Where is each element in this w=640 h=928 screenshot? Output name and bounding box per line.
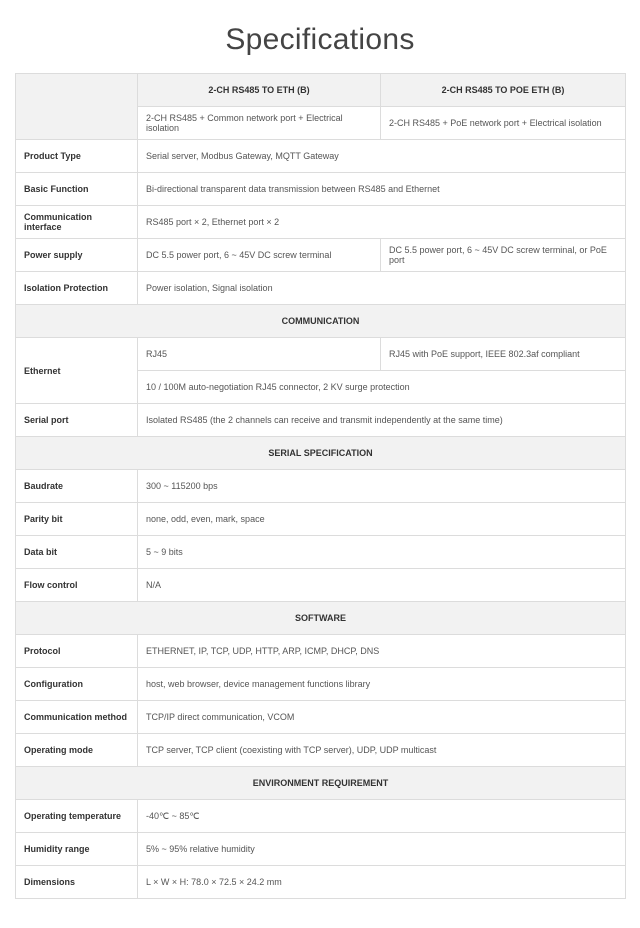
row-label: Communication method bbox=[16, 701, 138, 734]
row-value-poe-eth: RJ45 with PoE support, IEEE 802.3af compliant bbox=[381, 338, 626, 371]
row-value: 5 ~ 9 bits bbox=[138, 536, 626, 569]
row-value: TCP server, TCP client (coexisting with TCP server), UDP, UDP multicast bbox=[138, 734, 626, 767]
page-title: Specifications bbox=[225, 23, 415, 56]
row-value-poe-eth: DC 5.5 power port, 6 ~ 45V DC screw terminal, or PoE port bbox=[381, 239, 626, 272]
column-header-poe-eth: 2-CH RS485 TO POE ETH (B) bbox=[381, 74, 626, 107]
row-label: Humidity range bbox=[16, 833, 138, 866]
row-value: Bi-directional transparent data transmission between RS485 and Ethernet bbox=[138, 173, 626, 206]
row-label: Data bit bbox=[16, 536, 138, 569]
row-label: Dimensions bbox=[16, 866, 138, 899]
row-value-eth: RJ45 bbox=[138, 338, 381, 371]
section-heading-environment: ENVIRONMENT REQUIREMENT bbox=[16, 767, 626, 800]
row-value: TCP/IP direct communication, VCOM bbox=[138, 701, 626, 734]
row-label: Product Type bbox=[16, 140, 138, 173]
row-value: Serial server, Modbus Gateway, MQTT Gateway bbox=[138, 140, 626, 173]
row-label: Communication interface bbox=[16, 206, 138, 239]
row-value: 300 ~ 115200 bps bbox=[138, 470, 626, 503]
row-value: N/A bbox=[138, 569, 626, 602]
row-label: Baudrate bbox=[16, 470, 138, 503]
row-value: Isolated RS485 (the 2 channels can receive and transmit independently at the same time) bbox=[138, 404, 626, 437]
row-label: Protocol bbox=[16, 635, 138, 668]
row-label: Isolation Protection bbox=[16, 272, 138, 305]
row-label: Operating temperature bbox=[16, 800, 138, 833]
column-header-eth: 2-CH RS485 TO ETH (B) bbox=[138, 74, 381, 107]
row-label: Operating mode bbox=[16, 734, 138, 767]
row-label: Parity bit bbox=[16, 503, 138, 536]
row-label: Ethernet bbox=[16, 338, 138, 404]
subhead-eth: 2-CH RS485 + Common network port + Electrical isolation bbox=[138, 107, 381, 140]
row-value: RS485 port × 2, Ethernet port × 2 bbox=[138, 206, 626, 239]
spec-table bbox=[15, 73, 626, 899]
section-heading-software: SOFTWARE bbox=[16, 602, 626, 635]
section-heading-serial: SERIAL SPECIFICATION bbox=[16, 437, 626, 470]
row-value-eth: DC 5.5 power port, 6 ~ 45V DC screw terminal bbox=[138, 239, 381, 272]
row-value: 5% ~ 95% relative humidity bbox=[138, 833, 626, 866]
row-label: Power supply bbox=[16, 239, 138, 272]
row-value: Power isolation, Signal isolation bbox=[138, 272, 626, 305]
row-value: 10 / 100M auto-negotiation RJ45 connector, 2 KV surge protection bbox=[138, 371, 626, 404]
row-label: Serial port bbox=[16, 404, 138, 437]
row-value: -40℃ ~ 85℃ bbox=[138, 800, 626, 833]
subhead-poe-eth: 2-CH RS485 + PoE network port + Electrical isolation bbox=[381, 107, 626, 140]
row-label: Basic Function bbox=[16, 173, 138, 206]
row-label: Flow control bbox=[16, 569, 138, 602]
row-value: L × W × H: 78.0 × 72.5 × 24.2 mm bbox=[138, 866, 626, 899]
row-value: host, web browser, device management functions library bbox=[138, 668, 626, 701]
row-value: none, odd, even, mark, space bbox=[138, 503, 626, 536]
section-heading-communication: COMMUNICATION bbox=[16, 305, 626, 338]
row-value: ETHERNET, IP, TCP, UDP, HTTP, ARP, ICMP, DHCP, DNS bbox=[138, 635, 626, 668]
corner-cell bbox=[16, 74, 138, 140]
row-label: Configuration bbox=[16, 668, 138, 701]
